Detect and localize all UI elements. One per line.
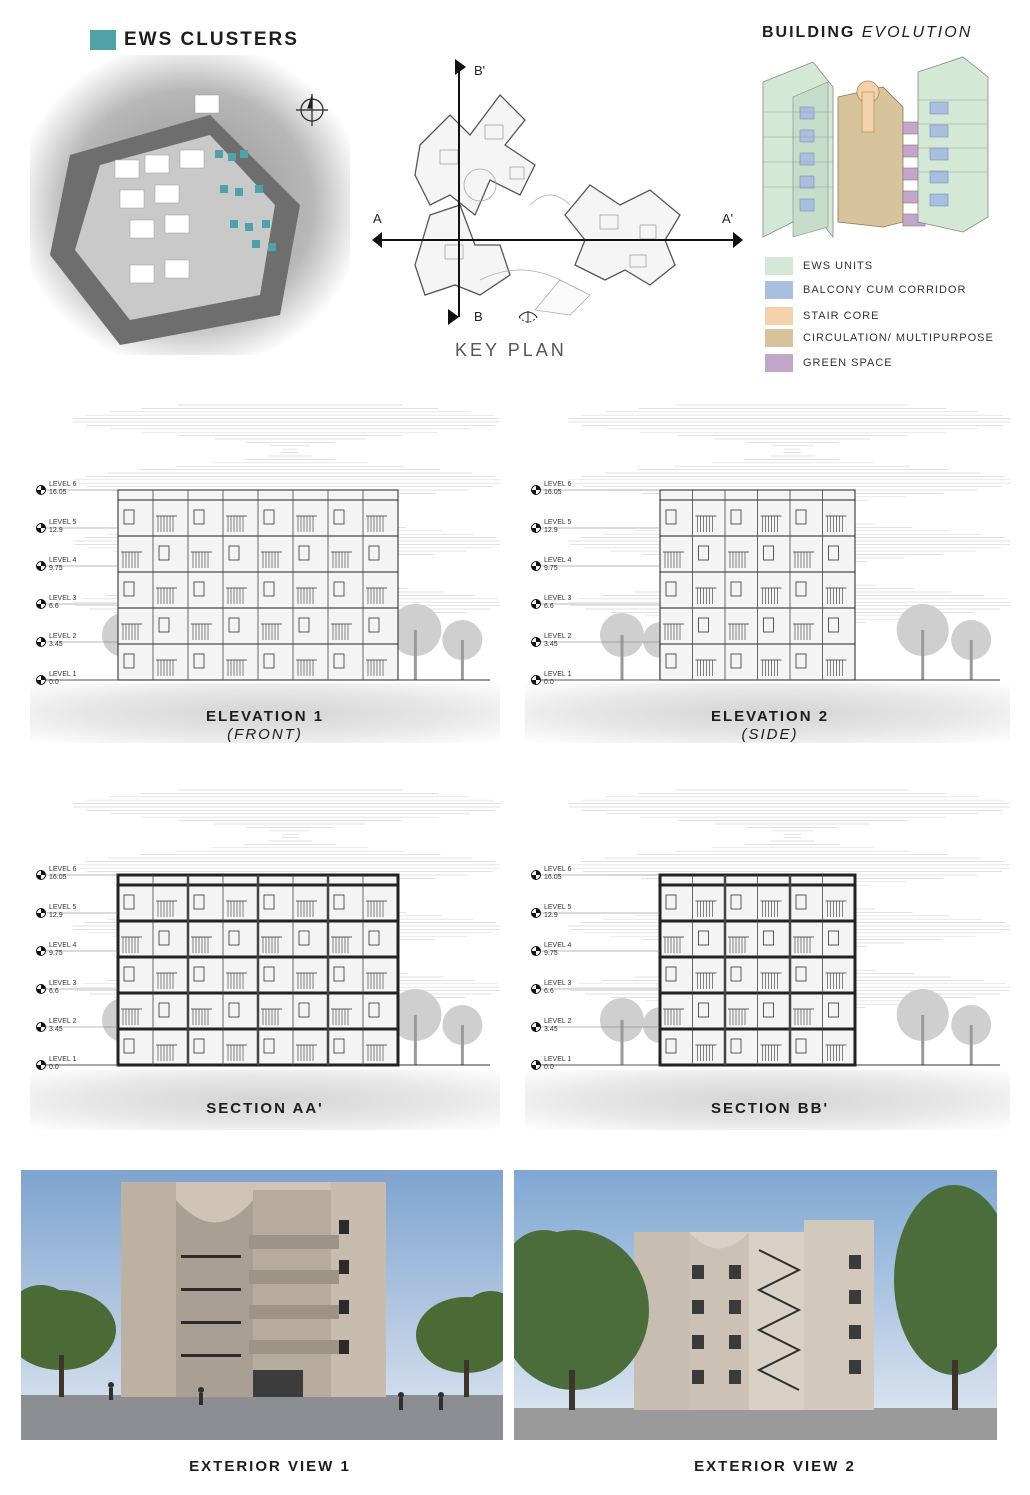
level-value: 3.45	[49, 1026, 63, 1033]
north-indicator-icon	[519, 311, 537, 323]
level-datum-icon	[532, 638, 541, 647]
legend-swatch	[765, 329, 793, 347]
legend-label: CIRCULATION/ MULTIPURPOSE	[803, 332, 994, 344]
level-value: 6.6	[544, 988, 554, 995]
level-name: LEVEL 1	[544, 671, 572, 678]
level-value: 12.9	[49, 527, 63, 534]
level-name: LEVEL 2	[544, 1018, 572, 1025]
level-datum-icon	[532, 524, 541, 533]
level-markers	[37, 866, 119, 1070]
level-datum-icon	[532, 947, 541, 956]
level-name: LEVEL 3	[544, 980, 572, 987]
level-name: LEVEL 6	[544, 866, 572, 873]
elevation-1-drawing	[30, 390, 500, 685]
elevation-2-title: ELEVATION 2	[710, 708, 830, 725]
legend-item	[765, 280, 966, 300]
level-datum-icon	[532, 486, 541, 495]
legend-item	[765, 353, 893, 373]
level-datum-icon	[532, 871, 541, 880]
level-name: LEVEL 5	[49, 904, 77, 911]
legend-swatch	[765, 281, 793, 299]
key-plan-title: KEY PLAN	[455, 340, 567, 360]
level-value: 6.6	[49, 603, 59, 610]
level-name: LEVEL 2	[544, 633, 572, 640]
elevation-1-subtitle: (FRONT)	[227, 726, 303, 743]
legend-label: STAIR CORE	[803, 310, 880, 322]
level-value: 3.45	[544, 1026, 558, 1033]
level-name: LEVEL 4	[544, 557, 572, 564]
level-value: 9.75	[544, 950, 558, 957]
level-datum-icon	[37, 638, 46, 647]
building-evolution-italic: EVOLUTION	[861, 24, 973, 41]
level-name: LEVEL 2	[49, 633, 77, 640]
level-name: LEVEL 5	[49, 519, 77, 526]
level-value: 12.9	[49, 912, 63, 919]
level-datum-icon	[532, 985, 541, 994]
level-value: 16.05	[49, 489, 67, 496]
level-value: 3.45	[544, 641, 558, 648]
level-datum-icon	[37, 524, 46, 533]
level-name: LEVEL 6	[49, 866, 77, 873]
level-value: 12.9	[544, 912, 558, 919]
level-datum-icon	[532, 562, 541, 571]
level-value: 0.0	[544, 679, 554, 685]
level-value: 0.0	[49, 679, 59, 685]
building-facade	[660, 490, 855, 680]
level-value: 0.0	[49, 1064, 59, 1070]
level-datum-icon	[37, 1023, 46, 1032]
level-datum-icon	[37, 909, 46, 918]
level-datum-icon	[532, 676, 541, 685]
level-name: LEVEL 5	[544, 519, 572, 526]
exterior-view-2	[514, 1170, 997, 1440]
site-plan	[30, 55, 350, 355]
legend-item	[765, 306, 879, 326]
ews-cluster-swatch	[90, 30, 116, 50]
section-aa-title: SECTION AA'	[206, 1100, 324, 1117]
level-name: LEVEL 1	[49, 1056, 77, 1063]
level-name: LEVEL 5	[544, 904, 572, 911]
key-plan-drawing	[360, 55, 760, 330]
legend-swatch	[765, 354, 793, 372]
level-name: LEVEL 6	[544, 481, 572, 488]
building-evolution-axo	[758, 52, 993, 247]
level-value: 16.05	[544, 489, 562, 496]
level-datum-icon	[37, 562, 46, 571]
level-datum-icon	[37, 947, 46, 956]
building-evolution-title	[762, 24, 972, 42]
level-value: 16.05	[544, 874, 562, 881]
legend-label: BALCONY CUM CORRIDOR	[803, 284, 967, 296]
level-name: LEVEL 4	[544, 942, 572, 949]
exterior-view-1	[21, 1170, 503, 1440]
level-datum-icon	[37, 600, 46, 609]
level-datum-icon	[37, 1061, 46, 1070]
building-facade	[118, 490, 398, 680]
level-name: LEVEL 1	[49, 671, 77, 678]
section-bb-title: SECTION BB'	[710, 1100, 830, 1117]
marker-a: A	[373, 211, 382, 226]
level-datum-icon	[37, 985, 46, 994]
building-facade	[660, 875, 855, 1065]
level-datum-icon	[37, 676, 46, 685]
legend-label: GREEN SPACE	[803, 357, 893, 369]
level-markers	[532, 481, 661, 685]
ews-clusters-header	[90, 29, 299, 51]
level-name: LEVEL 1	[544, 1056, 572, 1063]
exterior-view-1-title: EXTERIOR VIEW 1	[189, 1458, 351, 1475]
building-facade	[118, 875, 398, 1065]
elevation-2-subtitle: (SIDE)	[741, 726, 799, 743]
level-value: 9.75	[544, 565, 558, 572]
level-value: 6.6	[49, 988, 59, 995]
level-name: LEVEL 4	[49, 557, 77, 564]
level-value: 0.0	[544, 1064, 554, 1070]
exterior-view-2-title: EXTERIOR VIEW 2	[694, 1458, 856, 1475]
level-value: 16.05	[49, 874, 67, 881]
level-value: 12.9	[544, 527, 558, 534]
elevation-1-title: ELEVATION 1	[205, 708, 325, 725]
level-value: 6.6	[544, 603, 554, 610]
marker-b: B	[474, 309, 483, 324]
level-value: 9.75	[49, 950, 63, 957]
level-value: 9.75	[49, 565, 63, 572]
level-name: LEVEL 2	[49, 1018, 77, 1025]
level-markers	[532, 866, 661, 1070]
level-datum-icon	[532, 1023, 541, 1032]
level-datum-icon	[37, 486, 46, 495]
level-datum-icon	[532, 1061, 541, 1070]
level-markers	[37, 481, 119, 685]
marker-a-prime: A'	[722, 211, 734, 226]
level-datum-icon	[37, 871, 46, 880]
section-aa-drawing	[30, 775, 500, 1070]
section-bb-drawing	[525, 775, 1010, 1070]
level-name: LEVEL 3	[49, 595, 77, 602]
legend-label: EWS UNITS	[803, 260, 874, 272]
level-name: LEVEL 3	[544, 595, 572, 602]
building-evolution-bold: BUILDING	[762, 24, 856, 41]
ews-clusters-title: EWS CLUSTERS	[124, 29, 299, 50]
elevation-2-drawing	[525, 390, 1010, 685]
level-name: LEVEL 4	[49, 942, 77, 949]
level-name: LEVEL 6	[49, 481, 77, 488]
level-datum-icon	[532, 909, 541, 918]
level-name: LEVEL 3	[49, 980, 77, 987]
legend-item	[765, 256, 873, 276]
legend-item	[765, 328, 994, 348]
level-value: 3.45	[49, 641, 63, 648]
legend-swatch	[765, 257, 793, 275]
marker-b-prime: B'	[474, 63, 486, 78]
legend-swatch	[765, 307, 793, 325]
level-datum-icon	[532, 600, 541, 609]
